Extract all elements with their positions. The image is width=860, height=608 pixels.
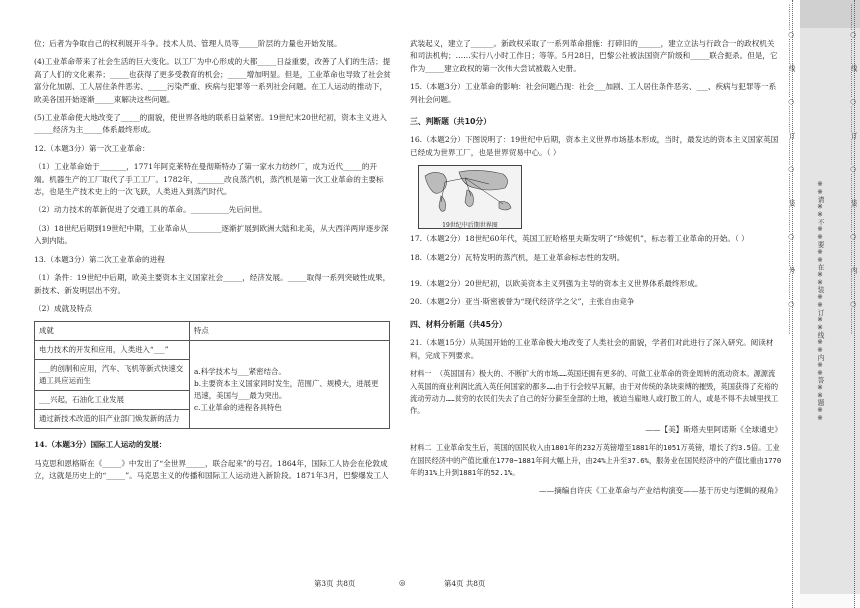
map-caption: 19世纪中后期世界图 bbox=[442, 221, 498, 229]
table-header-achievement: 成就 bbox=[35, 322, 190, 341]
right-page-number: 第4页 共8页 bbox=[444, 579, 486, 588]
question-12-title: 12.（本题3分）第一次工业革命： bbox=[34, 143, 150, 153]
binding-notice: ※※请※※不※※要※※在※※装※※订※※线※※内※※答※※题※※ bbox=[816, 180, 824, 422]
question-14-title: 14.（本题3分）国际工人运动的发展： bbox=[34, 440, 167, 450]
inner-binding-marks: …………○…………线…………○…………订…………○…………装…………○…………内…………○………… bbox=[849, 4, 857, 335]
trait-c: c.工业革命的进程各具特色 bbox=[194, 403, 282, 413]
text-line: （1）工业革命始于_______，1771年阿克莱特在曼彻斯特办了第一家水力纺纱厂，成为近代_____的开端。机器生产的工厂取代了手工工厂。1782年，_______改良蒸汽机，蒸汽机是第一次工业革命的主要标志，也是生产技术史上的一次飞跃，人类进入到蒸汽时代。 bbox=[34, 162, 384, 197]
outer-binding-marks: …………○…………线…………○…………订…………○…………装…………○…………外…………○………… bbox=[787, 4, 795, 335]
table-cell: 通过新技术改造的旧产业部门焕发新的活力 bbox=[35, 410, 190, 429]
material-two: 材料二 工业革命发生后，英国的国民收入由1801年的232万英镑增至1881年的1051万英镑，增长了约3.5倍。工业在国民经济中的产值比重在1770~1881年间大幅上升，由24%上升至37.6%，服务业在国民经济中的产值比重由1770年的31%上升到1881年的52.1%。 bbox=[410, 443, 782, 477]
question-20: 20.（本题2分）亚当·斯密被誉为“现代经济学之父”，主张自由竞争 bbox=[410, 297, 635, 307]
text-line: 15.（本题3分）工业革命的影响：社会问题凸现：社会___加剧、工人居住条件恶劣、___、疾病与犯罪等一系列社会问题。 bbox=[410, 82, 777, 104]
question-13-title: 13.（本题3分）第二次工业革命的进程 bbox=[34, 254, 165, 264]
left-page-number: 第3页 共8页 bbox=[314, 579, 356, 588]
text-line: （2）动力技术的革新促进了交通工具的革命。__________先后问世。 bbox=[34, 205, 267, 215]
table-cell: ___兴起，石油化工业发展 bbox=[35, 391, 190, 410]
text-line: (4)工业革命带来了社会生活的巨大变化。以工厂为中心形成的大都_____日益重要，改善了人们的生活；提高了人们的文化素养；_____也获得了更多受教育的机会；_____增加明显。但是，工业革命也导致了社会贫富分化加剧、工人居住条件恶劣、_____污染严重、疾病与犯罪等一系列社会问题。在工人运动的推动下，欧美各国开始逐渐_____束解决这些问题。 bbox=[34, 57, 391, 104]
text-line: 武装起义，建立了______。新政权采取了一系列革命措施：打碎旧的______，建立立法与行政合一的政权机关和司法机构；……实行八小时工作日；等等。5月28日，巴黎公社被法国资产阶级和_____联合扼杀。但是，它作为_____建立政权的第一次伟大尝试被载入史册。 bbox=[410, 39, 778, 73]
text-line: （2）成就及特点 bbox=[34, 303, 92, 313]
material-two-source: ——摘编自许庆《工业革命与产业结构演变——基于历史与逻辑的视角》 bbox=[539, 486, 782, 496]
world-trade-map-image bbox=[418, 165, 522, 229]
text-line: （3）18世纪后期到19世纪中期，工业革命从_________逐渐扩展到欧洲大陆和北美，从大西洋两岸逐步深入到内陆。 bbox=[34, 223, 389, 246]
table-cell: 电力技术的开发和应用，人类进入“___” bbox=[35, 341, 190, 360]
trait-a: a.科学技术与___紧密结合。 bbox=[194, 367, 286, 377]
map-drawing bbox=[419, 166, 521, 216]
question-18: 18.（本题2分）瓦特发明的蒸汽机，是工业革命标志性的发明。 bbox=[410, 252, 625, 262]
page-divider-mark: ◎ bbox=[399, 578, 406, 587]
text-line: 位；后者为争取自己的权利展开斗争。技术人员、管理人员等_____阶层的力量也开始发展。 bbox=[34, 39, 342, 48]
question-21: 21.（本题15分）从英国开始的工业革命极大地改变了人类社会的面貌，学者们对此进行了深入研究。阅读材料，完成下列要求。 bbox=[410, 338, 774, 360]
right-column bbox=[410, 38, 782, 504]
text-line: （1）条件：19世纪中后期，欧美主要资本主义国家社会_____，经济发展。_____取得一系列突破性成果，新技术、新发明层出不穷。 bbox=[34, 273, 391, 295]
material-one-source: ——【美】斯塔夫里阿诺斯《全球通史》 bbox=[645, 424, 782, 434]
text-line: 马克思和恩格斯在《_____》中发出了“全世界_____，联合起来”的号召。1864年，国际工人协会在伦敦成立，这就是历史上的“_____”。马克思主义的传播和国际工人运动进入新阶段。1871年3月，巴黎爆发工人 bbox=[34, 458, 389, 481]
section-judge-title: 三、判断题（共10分） bbox=[410, 117, 492, 127]
question-16: 16.（本题2分）下图说明了：19世纪中后期，资本主义世界市场基本形成，当时，最发达的资本主义国家英国已经成为世界工厂，也是世界贸易中心。（ ） bbox=[410, 135, 779, 157]
text-line: (5)工业革命使大地改变了_____的面貌，使世界各地的联系日益紧密。19世纪末20世纪初，资本主义进入_____经济为主_____体系最终形成。 bbox=[34, 113, 387, 135]
trait-b: b.主要资本主义国家同时发生，范围广、规模大，进展更迅速，美国与___最为突出。 bbox=[194, 379, 379, 401]
section-material-title: 四、材料分析题（共45分） bbox=[410, 319, 507, 329]
question-19: 19.（本题2分）20世纪初，以欧美资本主义列强为主导的资本主义世界体系最终形成。 bbox=[410, 279, 703, 289]
table-trait-cell bbox=[190, 341, 390, 429]
question-17: 17.（本题2分）18世纪60年代，英国工匠哈格里夫斯发明了“珍妮机”，标志着工业革命的开始。（ ） bbox=[410, 234, 749, 244]
achievement-table bbox=[34, 321, 390, 429]
left-column bbox=[34, 38, 392, 489]
table-cell: ___的创制和应用，汽车、飞机等新式快速交通工具应运而生 bbox=[35, 360, 190, 391]
table-header-trait: 特点 bbox=[190, 322, 390, 341]
material-one: 材料一 （英国国有）极大的、不断扩大的市场……英国还拥有更多的、可做工业革命的资金周转的流动资本。源源流入英国的商业利润比流入英任何国家的都多……由于行会较早瓦解，由于对传统的条块束缚的摧毁，英国获得了充裕的流动劳动力……贫穷的农民们失去了自己的好分薪至金部的土地，被迫当雇地人或打散工的人，或是不得不去城里找工作。 bbox=[410, 369, 779, 416]
